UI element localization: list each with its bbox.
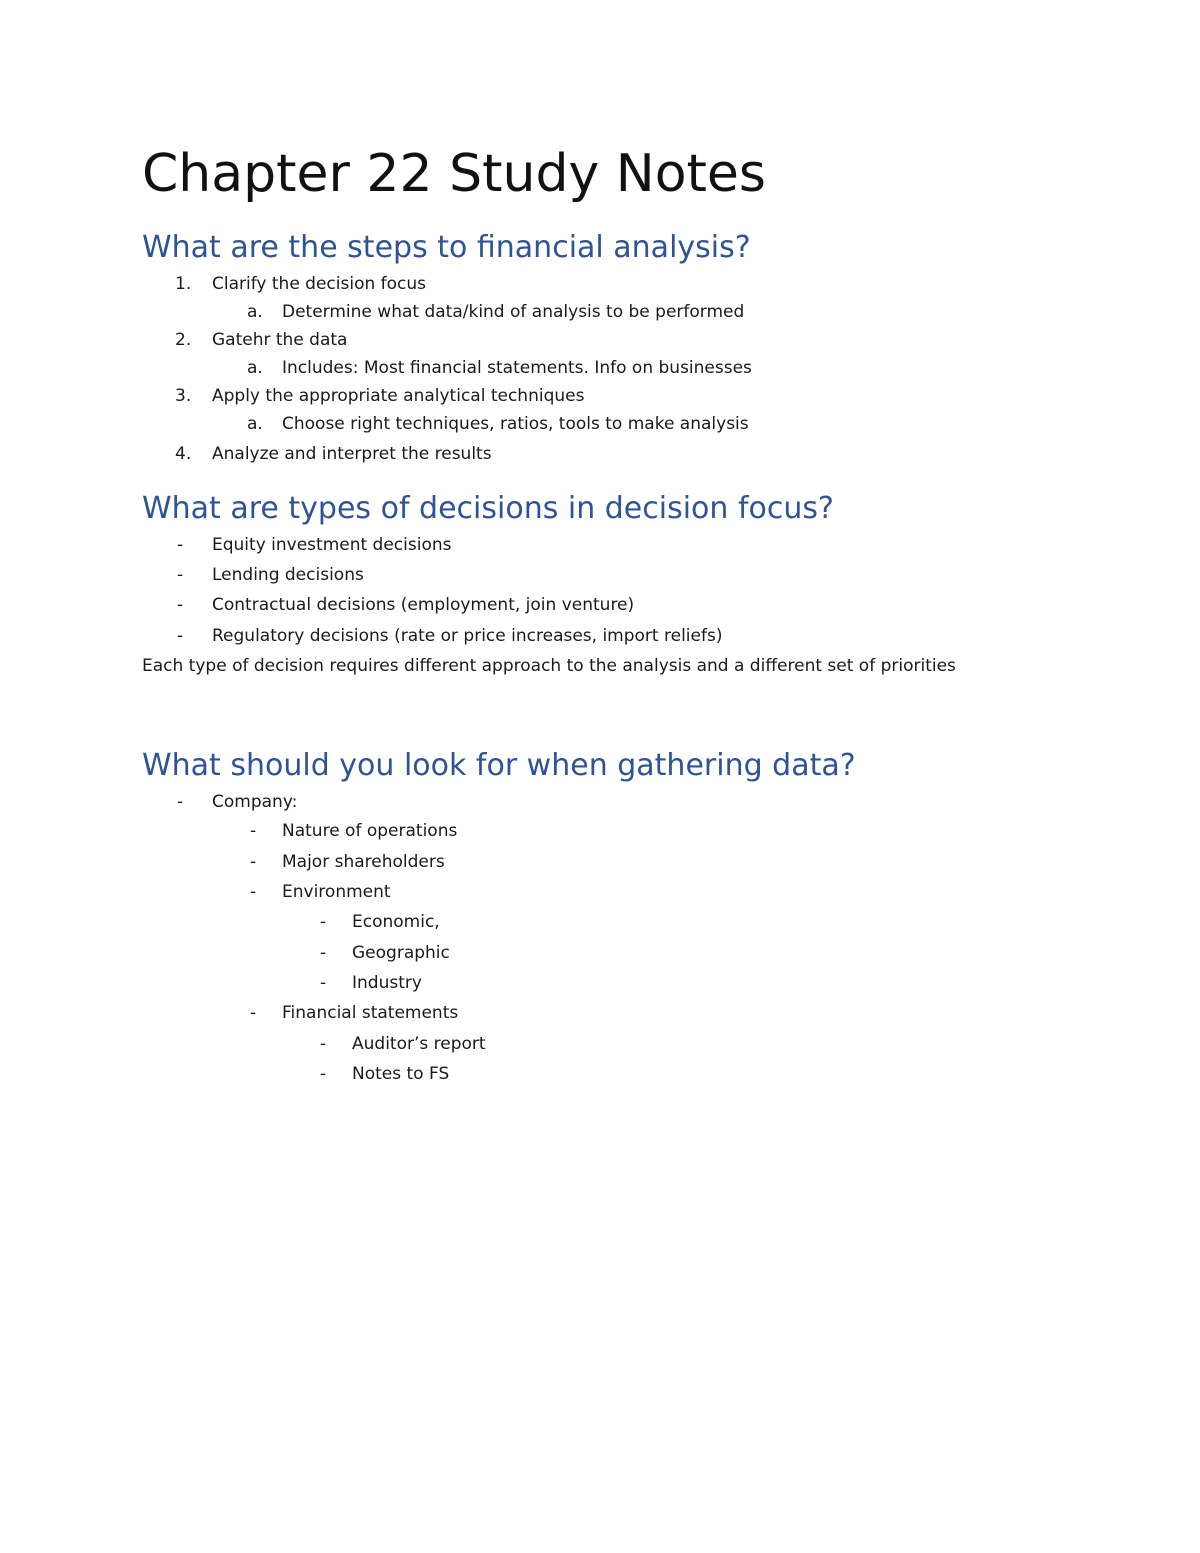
list-item: Clarify the decision focus <box>212 274 427 294</box>
bullet-marker: - <box>177 565 184 585</box>
list-item: Analyze and interpret the results <box>212 444 492 464</box>
section-heading-gathering-data: What should you look for when gathering data? <box>142 748 856 783</box>
bullet-marker: - <box>250 821 257 841</box>
paragraph: Each type of decision requires different approach to the analysis and a different set of priorities <box>142 656 956 676</box>
bullet-marker: - <box>250 852 257 872</box>
section-heading-steps: What are the steps to financial analysis? <box>142 230 751 265</box>
list-marker: 4. <box>175 444 192 464</box>
list-item: Notes to FS <box>352 1064 450 1084</box>
list-item: Financial statements <box>282 1003 459 1023</box>
bullet-marker: - <box>320 973 327 993</box>
list-item: Environment <box>282 882 391 902</box>
list-item: Nature of operations <box>282 821 458 841</box>
bullet-marker: - <box>320 1064 327 1084</box>
list-item: Lending decisions <box>212 565 364 585</box>
list-item: Equity investment decisions <box>212 535 452 555</box>
list-marker: 1. <box>175 274 192 294</box>
bullet-marker: - <box>177 535 184 555</box>
bullet-marker: - <box>177 626 184 646</box>
list-item: Gatehr the data <box>212 330 348 350</box>
sublist-item: Choose right techniques, ratios, tools to make analysis <box>282 414 749 434</box>
list-item: Regulatory decisions (rate or price increases, import reliefs) <box>212 626 723 646</box>
list-item: Geographic <box>352 943 450 963</box>
sublist-marker: a. <box>247 302 263 322</box>
list-item: Economic, <box>352 912 440 932</box>
bullet-marker: - <box>250 1003 257 1023</box>
list-item: Apply the appropriate analytical techniques <box>212 386 585 406</box>
bullet-marker: - <box>320 943 327 963</box>
list-item: Company: <box>212 792 298 812</box>
bullet-marker: - <box>320 1034 327 1054</box>
section-heading-decision-types: What are types of decisions in decision focus? <box>142 491 834 526</box>
list-item: Contractual decisions (employment, join venture) <box>212 595 635 615</box>
list-marker: 2. <box>175 330 192 350</box>
list-marker: 3. <box>175 386 192 406</box>
list-item: Industry <box>352 973 422 993</box>
sublist-marker: a. <box>247 358 263 378</box>
sublist-item: Includes: Most financial statements. Info on businesses <box>282 358 752 378</box>
list-item: Auditor’s report <box>352 1034 486 1054</box>
list-item: Major shareholders <box>282 852 445 872</box>
bullet-marker: - <box>250 882 257 902</box>
sublist-marker: a. <box>247 414 263 434</box>
document-title: Chapter 22 Study Notes <box>142 144 766 204</box>
bullet-marker: - <box>320 912 327 932</box>
sublist-item: Determine what data/kind of analysis to be performed <box>282 302 745 322</box>
bullet-marker: - <box>177 792 184 812</box>
bullet-marker: - <box>177 595 184 615</box>
